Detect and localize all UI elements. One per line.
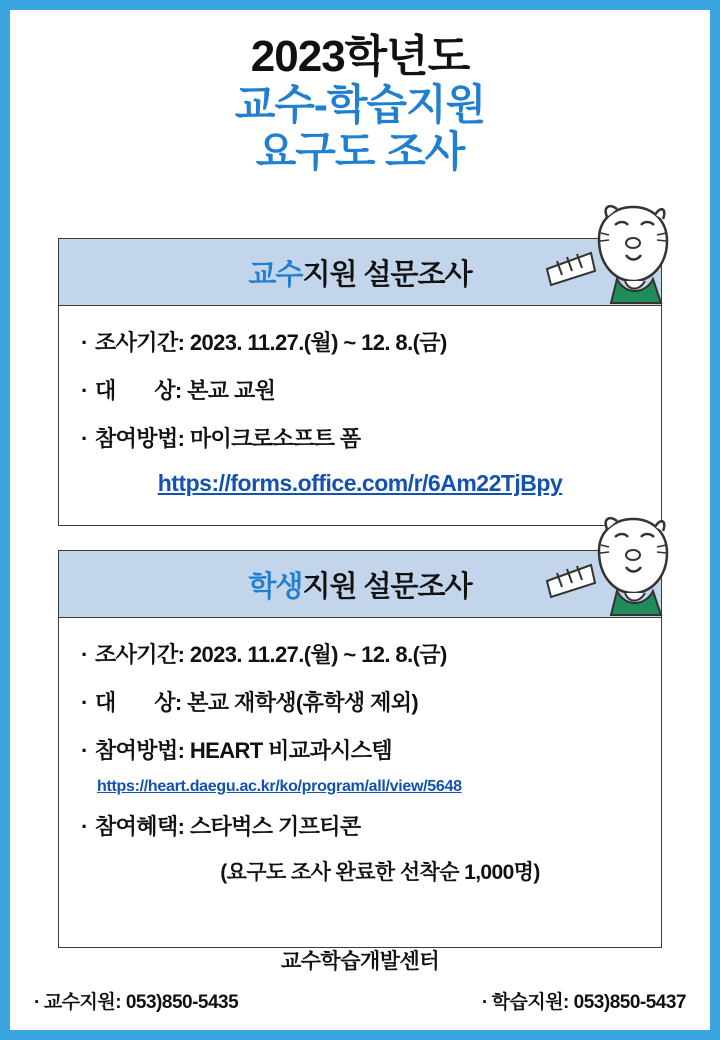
professor-header-highlight: 교수 — [248, 258, 303, 291]
center-name: 교수학습개발센터 — [280, 950, 440, 973]
professor-survey-header — [59, 239, 661, 306]
professor-item-1-text: 대 상: 본교 교원 — [95, 378, 276, 403]
title-line-2: 교수-학습지원 — [234, 81, 486, 129]
poster-canvas — [10, 10, 710, 1030]
bullet-dot: · — [81, 378, 88, 403]
professor-item-0-text: 조사기간: 2023. 11.27.(월) ~ 12. 8.(금) — [95, 330, 447, 355]
student-item-2-text: 참여방법: HEART 비교과시스템 — [95, 738, 393, 763]
professor-item-2-text: 참여방법: 마이크로소프트 폼 — [95, 426, 361, 451]
student-header-rest: 지원 설문조사 — [302, 570, 472, 603]
title-line-1: 2023학년도 — [250, 32, 470, 81]
student-item-2 — [59, 734, 661, 765]
bullet-dot: · — [81, 738, 88, 763]
professor-item-1 — [59, 374, 661, 405]
bullet-dot: · — [81, 814, 88, 839]
student-survey-header — [59, 551, 661, 618]
professor-survey-body — [59, 306, 661, 497]
student-item-0-text: 조사기간: 2023. 11.27.(월) ~ 12. 8.(금) — [95, 642, 447, 667]
professor-survey-header-text — [248, 252, 471, 293]
professor-survey-link[interactable]: https://forms.office.com/r/6Am22TjBpy — [157, 470, 563, 496]
student-survey-body — [59, 618, 661, 886]
bullet-dot: · — [81, 690, 88, 715]
student-item-0 — [59, 638, 661, 669]
bullet-dot: · — [481, 992, 488, 1013]
student-benefit-note: (요구도 조사 완료한 선착순 1,000명) — [220, 861, 540, 884]
bullet-dot: · — [81, 642, 88, 667]
contact-student — [482, 987, 686, 1014]
bullet-dot: · — [81, 426, 88, 451]
contact-row — [10, 987, 710, 1014]
bullet-dot: · — [81, 330, 88, 355]
title-line-3: 요구도 조사 — [255, 128, 465, 176]
student-header-highlight: 학생 — [248, 570, 303, 603]
contact-student-text: 학습지원: 053)850-5437 — [491, 992, 686, 1013]
bullet-dot: · — [34, 992, 40, 1013]
student-benefit — [59, 810, 661, 841]
student-item-1-text: 대 상: 본교 재학생(휴학생 제외) — [95, 690, 419, 715]
student-survey-link[interactable]: https://heart.daegu.ac.kr/ko/program/all/view/5648 — [97, 778, 462, 795]
poster-footer — [10, 945, 710, 1014]
professor-survey-box — [58, 238, 662, 526]
poster-title — [10, 10, 710, 175]
professor-item-0 — [59, 326, 661, 357]
professor-header-rest: 지원 설문조사 — [302, 258, 472, 291]
student-survey-box — [58, 550, 662, 948]
student-survey-header-text — [248, 564, 471, 605]
student-item-1 — [59, 686, 661, 717]
contact-professor-text: 교수지원: 053)850-5435 — [43, 992, 239, 1013]
contact-professor — [34, 987, 238, 1014]
professor-item-2 — [59, 422, 661, 453]
student-benefit-text: 참여혜택: 스타벅스 기프티콘 — [95, 814, 361, 839]
